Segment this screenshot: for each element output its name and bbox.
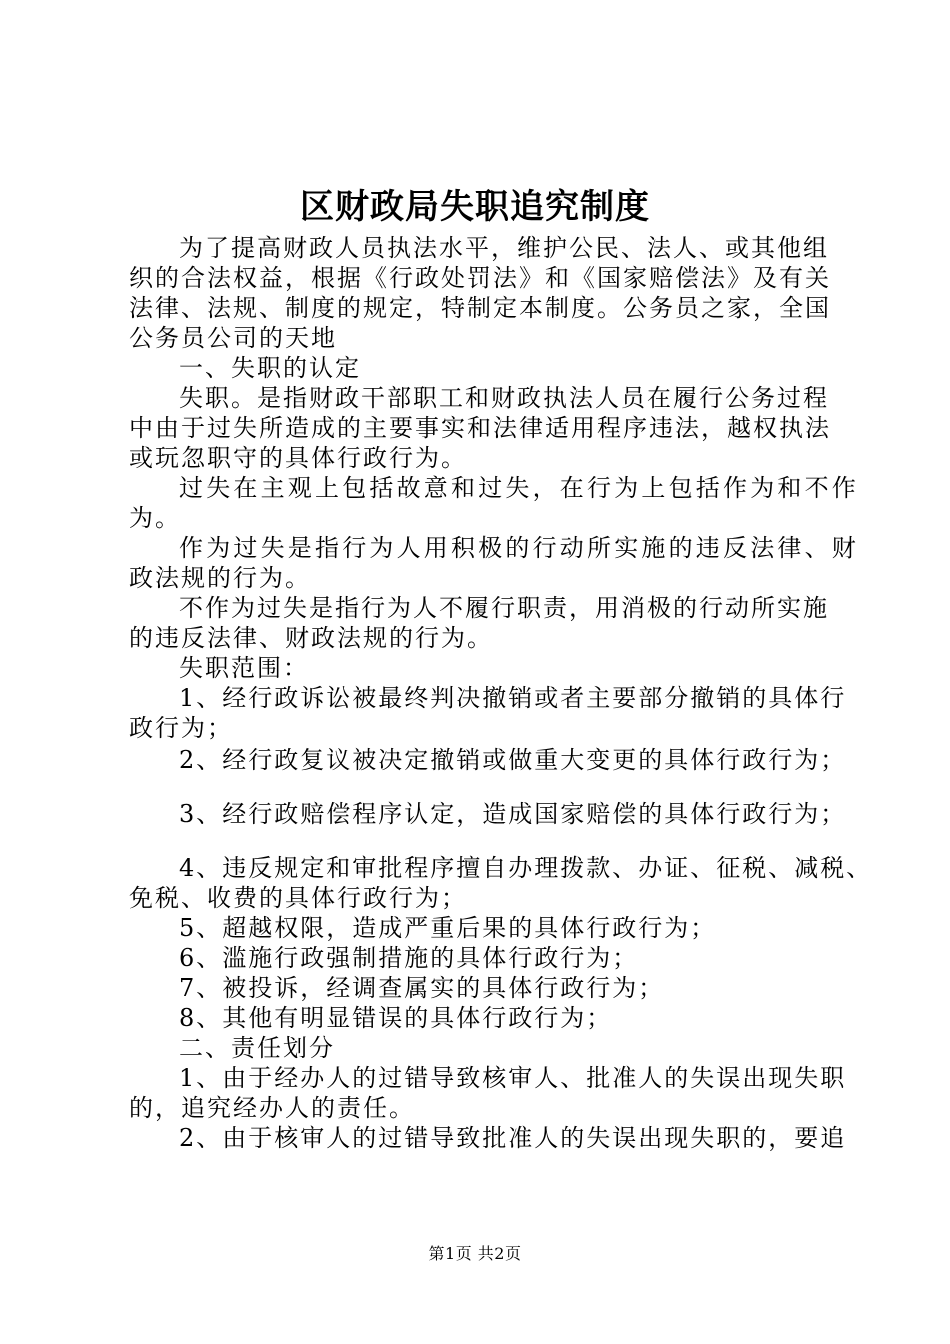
- document-body: [129, 233, 873, 1153]
- body-line: 为了提高财政人员执法水平，维护公民、法人、或其他组: [179, 234, 829, 262]
- section-heading: 一、失职的认定: [179, 354, 361, 382]
- body-line: 中由于过失所造成的主要事实和法律适用程序违法，越权执法: [129, 414, 831, 442]
- list-item: 1、由于经办人的过错导致核审人、批准人的失误出现失职: [179, 1064, 847, 1092]
- body-line: 失职。是指财政干部职工和财政执法人员在履行公务过程: [179, 384, 829, 412]
- body-line: 为。: [129, 504, 181, 532]
- list-item: 1、经行政诉讼被最终判决撤销或者主要部分撤销的具体行: [179, 684, 847, 712]
- section-heading: 二、责任划分: [179, 1034, 335, 1062]
- list-item: 3、经行政赔偿程序认定，造成国家赔偿的具体行政行为；: [179, 800, 847, 828]
- body-line: 公务员公司的天地: [129, 324, 337, 352]
- list-item: 4、违反规定和审批程序擅自办理拨款、办证、征税、减税、: [179, 854, 873, 882]
- list-item-continuation: 的，追究经办人的责任。: [129, 1094, 415, 1122]
- list-item-continuation: 免税、收费的具体行政行为；: [129, 884, 467, 912]
- list-item: 8、其他有明显错误的具体行政行为；: [179, 1004, 613, 1032]
- body-line: 不作为过失是指行为人不履行职责，用消极的行动所实施: [179, 594, 829, 622]
- body-line: 或玩忽职守的具体行政行为。: [129, 444, 467, 472]
- list-item-continuation: 政行为；: [129, 714, 233, 742]
- body-line: 织的合法权益，根据《行政处罚法》和《国家赔偿法》及有关: [129, 264, 831, 292]
- body-line: 法律、法规、制度的规定，特制定本制度。公务员之家，全国: [129, 294, 831, 322]
- list-item: 6、滥施行政强制措施的具体行政行为；: [179, 944, 639, 972]
- body-line: 过失在主观上包括故意和过失，在行为上包括作为和不作: [179, 474, 859, 502]
- body-line: 的违反法律、财政法规的行为。: [129, 624, 493, 652]
- list-item: 2、由于核审人的过错导致批准人的失误出现失职的，要追: [179, 1124, 847, 1152]
- subsection-heading: 失职范围：: [179, 654, 309, 682]
- list-item: 2、经行政复议被决定撤销或做重大变更的具体行政行为；: [179, 746, 847, 774]
- list-item: 7、被投诉，经调查属实的具体行政行为；: [179, 974, 665, 1002]
- page-footer: 第1页 共2页: [428, 1244, 522, 1263]
- body-line: 政法规的行为。: [129, 564, 311, 592]
- body-line: 作为过失是指行为人用积极的行动所实施的违反法律、财: [179, 534, 859, 562]
- list-item: 5、超越权限，造成严重后果的具体行政行为；: [179, 914, 717, 942]
- document-title: 区财政局失职追究制度: [300, 187, 650, 227]
